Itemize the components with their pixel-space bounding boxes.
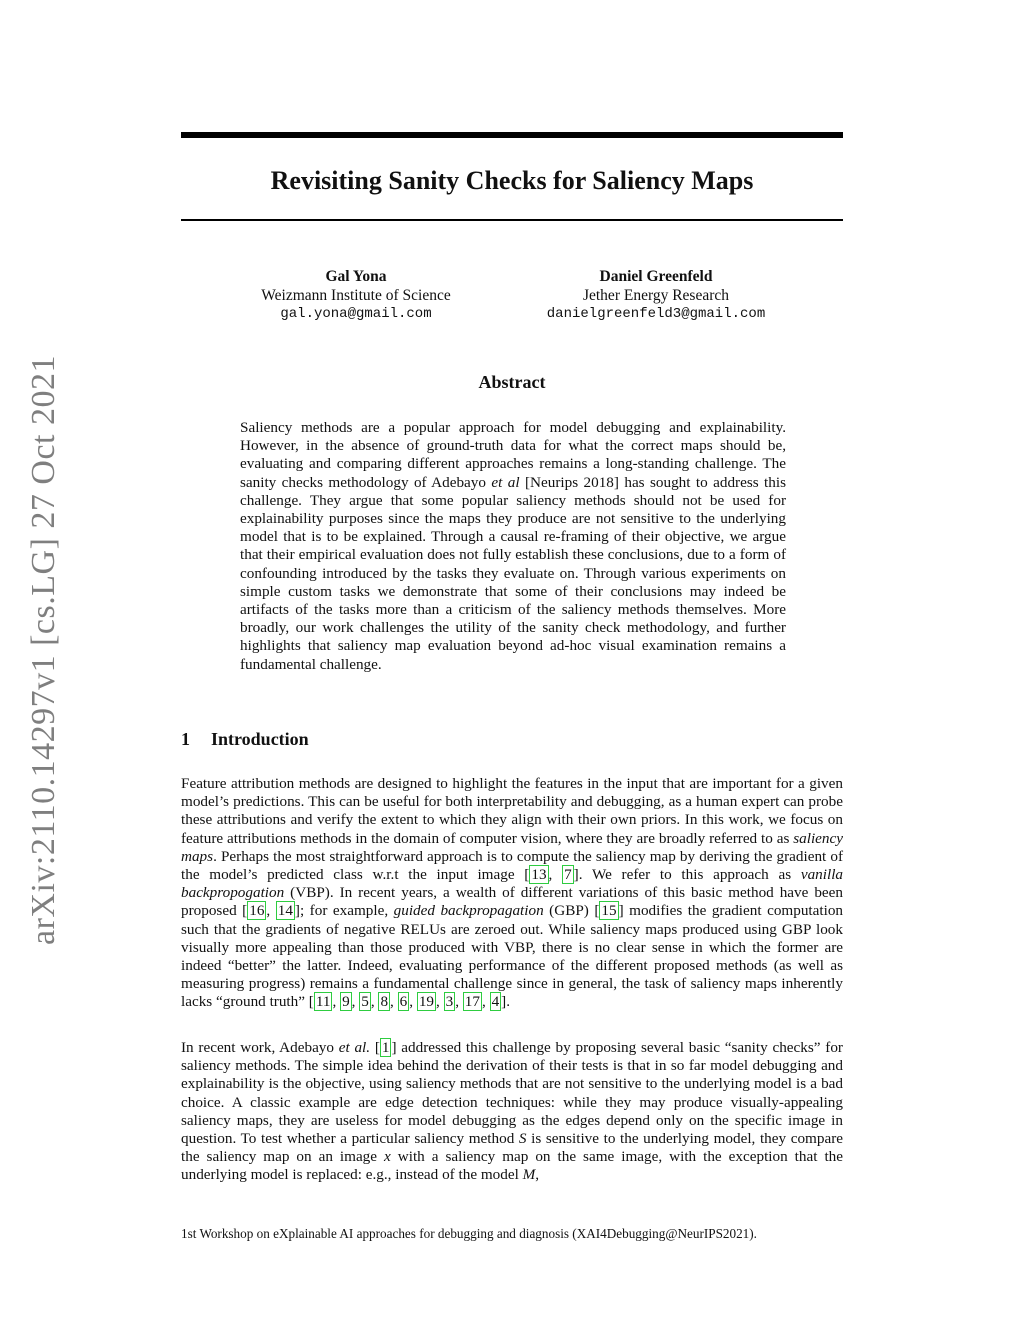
citation-link[interactable]: 6 <box>399 993 408 1011</box>
author-email[interactable]: gal.yona@gmail.com <box>280 306 432 322</box>
citation-link[interactable]: 7 <box>564 866 572 884</box>
abstract-body: Saliency methods are a popular approach for model debugging and explainability. However, in the absence of ground-truth data for what the correct maps should be, evaluating and comparing different approaches remains a long-standing challenge. The sanity checks methodology of Adebayo et al [Neurips 2018] has sought to address this challenge. They argue that some popular saliency methods should not be used for explainability purposes since the maps they produce are not sensitive to the underlying model that is to be explained. Through a causal re-framing of their objective, we argue that their empirical evaluation does not fully establish these conclusions, due to a form of confounding introduced by the tasks they evaluate on. Through various experiments on simple custom tasks we demonstrate that some of their conclusions may indeed be artifacts of the tasks more than a criticism of the saliency methods themselves. More broadly, our work challenges the utility of the sanity check methodology, and further highlights that saliency map evaluation beyond ad-hoc visual examination remains a fundamental challenge. <box>240 419 786 673</box>
author-name: Daniel Greenfeld <box>599 268 713 285</box>
citation-link[interactable]: 3 <box>445 993 454 1011</box>
citation-link[interactable]: 16 <box>249 902 265 920</box>
citation-link[interactable]: 14 <box>277 902 293 920</box>
abstract-heading: Abstract <box>478 372 546 392</box>
author-affiliation: Weizmann Institute of Science <box>261 287 451 304</box>
title-rule-bottom <box>181 219 843 221</box>
citation-link[interactable]: 8 <box>380 993 389 1011</box>
citation-link[interactable]: 1 <box>381 1039 390 1056</box>
math-symbol: x <box>384 1148 391 1166</box>
title-rule-top <box>181 132 843 138</box>
math-symbol: S <box>518 1130 527 1148</box>
intro-paragraph-1: Feature attribution methods are designed to highlight the features in the input that are important for a given model’s predictions. This can be useful for both interpretability and debugging, as a human expert can probe these attributions and verify the extent to which they align with their own priors. In this work, we focus on feature attributions methods in the domain of computer vision, where they are broadly referred to as saliency maps. Perhaps the most straightforward approach is to compute the saliency map by deriving the gradient of the model’s predicted class w.r.t the input image [ 13 , 7 ]. We refer to this approach as vanilla backpropogation (VBP). In recent years, a wealth of different variations of this basic method have been proposed [ 16 , 14 ]; for example, guided backpropagation (GBP) [ 15 ] modifies the gradient computation such that the gradients of negative RELUs are zeroed out. While saliency maps produced using GBP look visually more appealing than those produced with VBP, there is no clear sense in which the former are indeed “better” the latter. Indeed, evaluating performance of the different proposed methods (as well as measuring progress) remains a fundamental challenge since in general, the task of saliency maps inherently lacks “ground truth” [ 11 , 9 , 5 , 8 , 6 , 19 , 3 , 17 , 4 ]. <box>181 775 844 1011</box>
section-heading <box>181 727 309 751</box>
citation-link[interactable]: 19 <box>418 993 435 1011</box>
author-name: Gal Yona <box>325 268 387 285</box>
author-email[interactable]: danielgreenfeld3@gmail.com <box>546 306 766 322</box>
paper-title: Revisiting Sanity Checks for Saliency Maps <box>270 166 754 195</box>
author-block <box>491 267 821 324</box>
author-block <box>191 267 521 324</box>
section-title: Introduction <box>211 729 309 749</box>
section-number: 1 <box>181 729 190 749</box>
math-symbol: M <box>522 1166 536 1184</box>
citation-link[interactable]: 17 <box>464 993 480 1011</box>
citation-link[interactable]: 4 <box>491 993 500 1011</box>
citation-link[interactable]: 11 <box>315 993 331 1011</box>
citation-link[interactable]: 13 <box>531 866 547 884</box>
citation-link[interactable]: 15 <box>601 902 617 920</box>
intro-paragraph-2: In recent work, Adebayo et al. [ 1 ] addressed this challenge by proposing several basic “sanity checks” for saliency methods. The simple idea behind the derivation of their tests is that in so far model debugging and explainability is the objective, using saliency methods that are not sensitive to the underlying model is a bad choice. A classic example are edge detection techniques: while they may produce visually-appealing saliency maps, they are useless for model debugging as the edges depend only on the specific image in question. To test whether a particular saliency method S is sensitive to the underlying model, they compare the saliency map on an image x with a saliency map on the same image, with the exception that the underlying model is replaced: e.g., instead of the model M, <box>181 1039 843 1184</box>
footer-note: 1st Workshop on eXplainable AI approaches for debugging and diagnosis (XAI4Debugging@NeurIPS2021). <box>181 1226 757 1241</box>
citation-link[interactable]: 9 <box>342 993 350 1011</box>
author-affiliation: Jether Energy Research <box>582 287 730 304</box>
citation-link[interactable]: 5 <box>361 993 369 1011</box>
